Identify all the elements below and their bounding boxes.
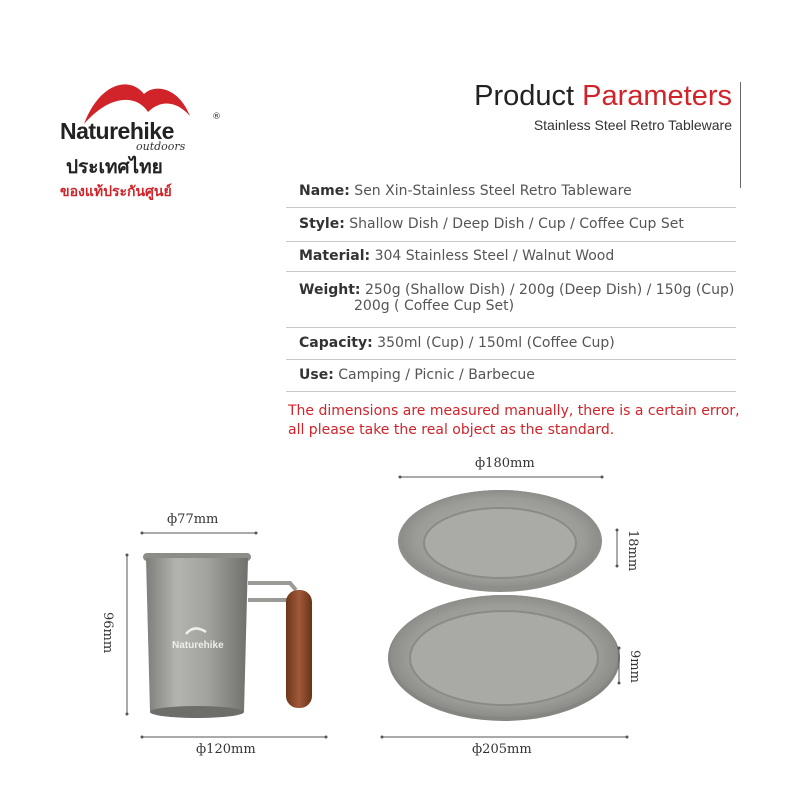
param-weight <box>286 274 736 328</box>
mug-bottom-dimension <box>141 736 328 739</box>
deep-dish-image <box>398 490 602 592</box>
page-subtitle: Stainless Steel Retro Tableware <box>533 117 732 133</box>
param-name <box>286 178 736 208</box>
note-line-2: all please take the real object as the standard. <box>288 422 615 438</box>
product-illustration <box>0 440 800 780</box>
param-capacity <box>286 328 736 360</box>
deep-dish-height-dimension <box>616 529 619 568</box>
deep-dish-height-label: 18mm <box>625 530 640 572</box>
mug-print-text: Naturehike <box>172 640 224 651</box>
deep-dish-diameter-dimension <box>399 476 604 479</box>
param-value: Sen Xin-Stainless Steel Retro Tableware <box>349 183 632 199</box>
param-value: 250g (Shallow Dish) / 200g (Deep Dish) / 150g (Cup) <box>360 282 735 298</box>
note-line-1: The dimensions are measured manually, there is a certain error, <box>288 403 740 419</box>
title-part-2: Parameters <box>582 80 732 112</box>
param-label: Use: <box>299 367 334 383</box>
mug-height-dimension <box>126 554 129 716</box>
param-value: Shallow Dish / Deep Dish / Cup / Coffee Cup Set <box>344 216 684 232</box>
param-material <box>286 242 736 272</box>
mug-top-dimension <box>141 532 258 535</box>
param-style <box>286 210 736 242</box>
mug-height-label: 96mm <box>100 612 115 654</box>
param-value-line-2: 200g ( Coffee Cup Set) <box>354 298 515 314</box>
param-use <box>286 360 736 392</box>
brand-country: ประเทศไทย <box>66 156 163 178</box>
param-label: Capacity: <box>299 335 373 351</box>
param-value: 304 Stainless Steel / Walnut Wood <box>370 248 615 264</box>
mug-bottom-diameter-label: ф120mm <box>196 742 256 757</box>
registered-mark: ® <box>212 112 221 122</box>
brand-guarantee: ของแท้ประกันศูนย์ <box>60 184 172 200</box>
shallow-dish-diameter-label: ф205mm <box>472 742 532 757</box>
shallow-dish-image <box>388 595 620 721</box>
deep-dish-diameter-label: ф180mm <box>475 456 535 471</box>
param-label: Style: <box>299 216 345 232</box>
shallow-dish-height-label: 9mm <box>627 650 642 683</box>
param-label: Material: <box>299 248 371 264</box>
shallow-dish-diameter-dimension <box>381 736 629 739</box>
mug-image <box>143 553 312 718</box>
measurement-note <box>288 402 748 440</box>
brand-logo <box>52 78 232 208</box>
mug-top-diameter-label: ф77mm <box>167 512 219 527</box>
brand-subtitle: outdoors <box>136 140 186 153</box>
param-value: Camping / Picnic / Barbecue <box>333 367 535 383</box>
param-label: Weight: <box>299 282 361 298</box>
page-title <box>474 80 732 113</box>
param-label: Name: <box>299 183 350 199</box>
brand-name: Naturehike <box>60 118 174 144</box>
header-divider-vertical <box>740 82 741 188</box>
title-part-1: Product <box>474 80 583 112</box>
param-value: 350ml (Cup) / 150ml (Coffee Cup) <box>372 335 615 351</box>
